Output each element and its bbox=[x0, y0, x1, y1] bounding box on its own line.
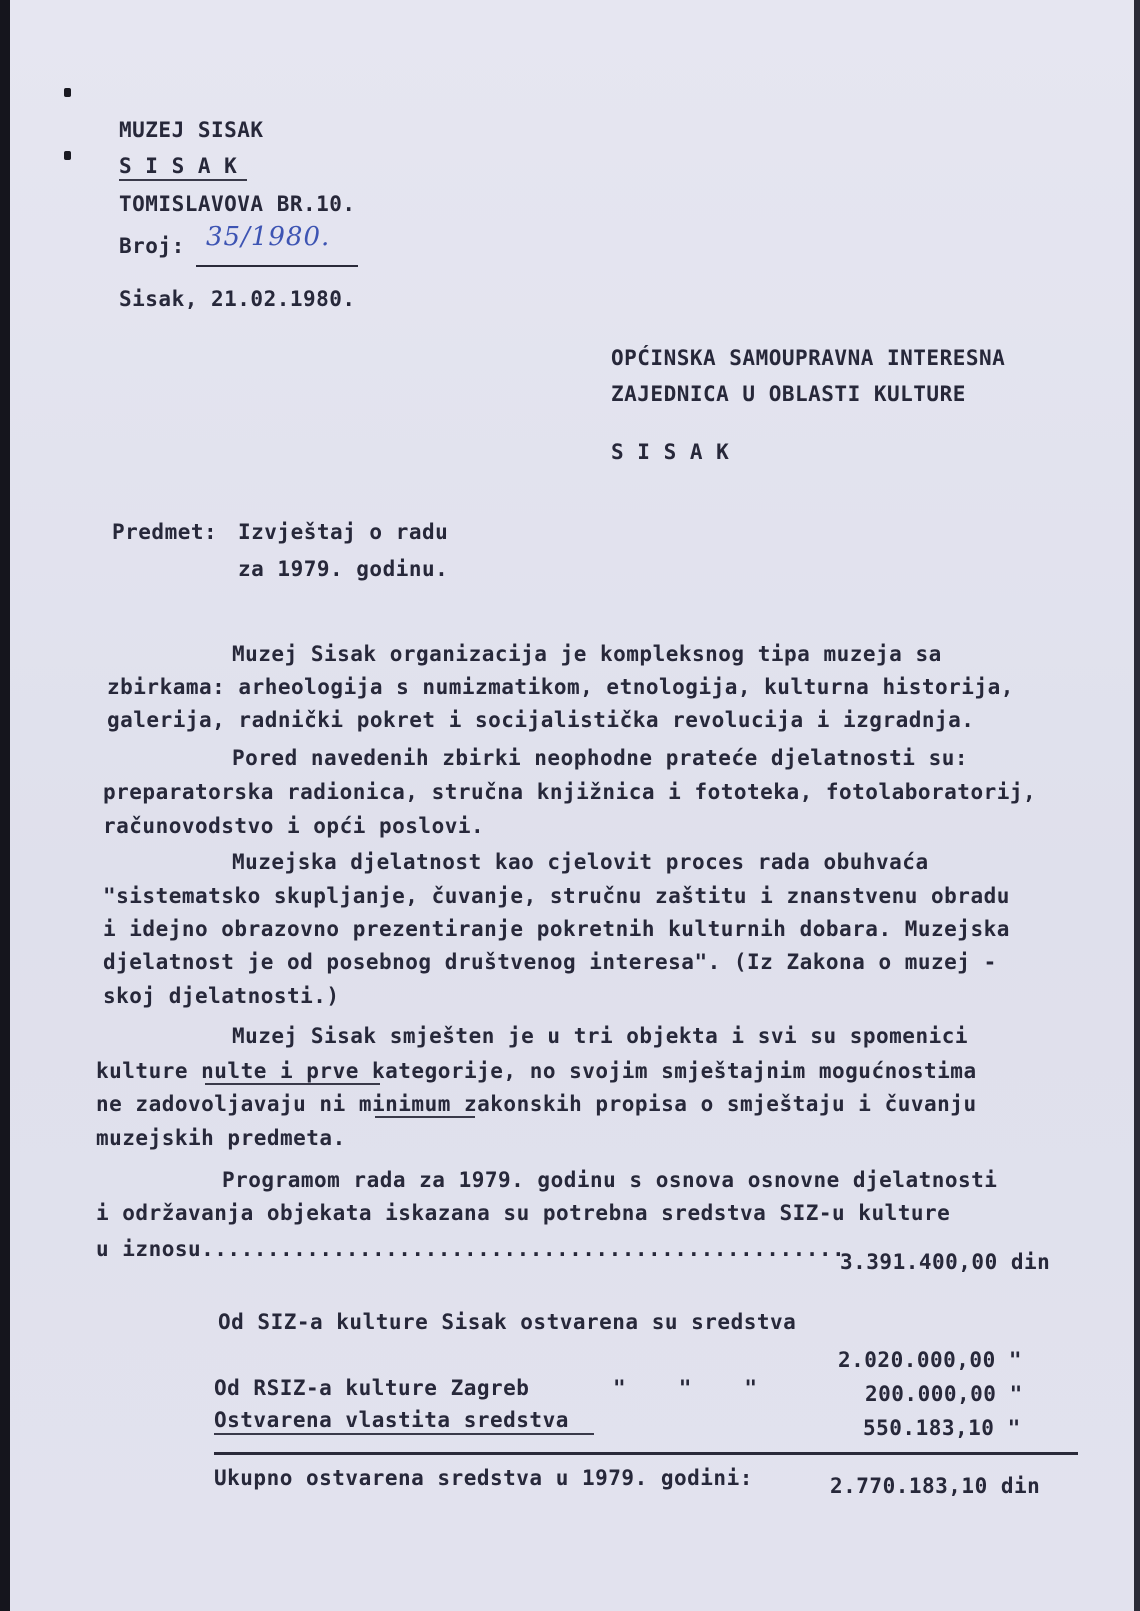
required-amount: 3.391.400,00 din bbox=[840, 1250, 1051, 1274]
underline-minimum bbox=[375, 1116, 475, 1118]
subject-line-1: Izvještaj o radu bbox=[238, 520, 449, 544]
reference-label: Broj: bbox=[119, 234, 185, 258]
subject-line-2: za 1979. godinu. bbox=[238, 557, 449, 581]
place-date: Sisak, 21.02.1980. bbox=[119, 287, 356, 311]
sender-address: TOMISLAVOVA BR.10. bbox=[119, 192, 356, 216]
body-line: djelatnost je od posebnog društvenog interesa". (Iz Zakona o muzej - bbox=[103, 950, 997, 974]
own-funds-underline bbox=[214, 1433, 594, 1435]
reference-underline bbox=[196, 265, 358, 267]
sender-city: S I S A K bbox=[119, 154, 238, 178]
funding-own-amount: 550.183,10 " bbox=[863, 1416, 1021, 1440]
body-line: "sistematsko skupljanje, čuvanje, stručnu zaštitu i znanstvenu obradu bbox=[103, 884, 1010, 908]
underline-category bbox=[205, 1083, 380, 1085]
body-line: preparatorska radionica, stručna knjižnica i fototeka, fotolaboratorij, bbox=[103, 780, 1037, 804]
scan-edge-right bbox=[1134, 0, 1140, 1611]
punch-hole-bottom bbox=[64, 151, 71, 160]
body-line: kulture nulte i prve kategorije, no svojim smještajnim mogućnostima bbox=[96, 1059, 977, 1083]
body-line: Muzej Sisak smješten je u tri objekta i svi su spomenici bbox=[232, 1024, 969, 1048]
total-amount: 2.770.183,10 din bbox=[830, 1474, 1041, 1498]
body-line: zbirkama: arheologija s numizmatikom, etnologija, kulturna historija, bbox=[107, 675, 1014, 699]
funding-own-label: Ostvarena vlastita sredstva bbox=[214, 1408, 569, 1432]
scan-edge-left bbox=[0, 0, 10, 1611]
body-line: skoj djelatnosti.) bbox=[103, 984, 340, 1008]
body-line: Programom rada za 1979. godinu s osnova osnovne djelatnosti bbox=[222, 1168, 998, 1192]
sender-org: MUZEJ SISAK bbox=[119, 118, 264, 142]
recipient-city: S I S A K bbox=[611, 440, 730, 464]
body-line: muzejskih predmeta. bbox=[96, 1126, 346, 1150]
total-separator-line bbox=[214, 1452, 1078, 1455]
body-line: Pored navedenih zbirki neophodne prateće djelatnosti su: bbox=[232, 746, 969, 770]
body-line: Muzejska djelatnost kao cjelovit proces rada obuhvaća bbox=[232, 850, 929, 874]
body-line: računovodstvo i opći poslovi. bbox=[103, 814, 485, 838]
required-label: u iznosu................................................. bbox=[96, 1237, 846, 1261]
sender-city-underline bbox=[119, 179, 247, 181]
body-line: galerija, radnički pokret i socijalistička revolucija i izgradnja. bbox=[107, 708, 975, 732]
subject-label: Predmet: bbox=[112, 520, 218, 544]
funding-siz-amount: 2.020.000,00 " bbox=[838, 1348, 1023, 1372]
total-label: Ukupno ostvarena sredstva u 1979. godini: bbox=[214, 1466, 753, 1490]
funding-rsiz-ditto: " " " bbox=[613, 1376, 758, 1400]
funding-rsiz-amount: 200.000,00 " bbox=[865, 1382, 1023, 1406]
punch-hole-top bbox=[64, 88, 71, 97]
body-line: i održavanja objekata iskazana su potrebna sredstva SIZ-u kulture bbox=[96, 1201, 951, 1225]
funding-rsiz-label: Od RSIZ-a kulture Zagreb bbox=[214, 1376, 530, 1400]
recipient-line-1: OPĆINSKA SAMOUPRAVNA INTERESNA bbox=[611, 346, 1006, 370]
body-line: i idejno obrazovno prezentiranje pokretnih kulturnih dobara. Muzejska bbox=[103, 917, 1010, 941]
body-line: Muzej Sisak organizacija je kompleksnog tipa muzeja sa bbox=[232, 642, 942, 666]
body-line: ne zadovoljavaju ni minimum zakonskih propisa o smještaju i čuvanju bbox=[96, 1092, 977, 1116]
recipient-line-2: ZAJEDNICA U OBLASTI KULTURE bbox=[611, 382, 966, 406]
funding-siz-label: Od SIZ-a kulture Sisak ostvarena su sredstva bbox=[218, 1310, 797, 1334]
reference-number-handwritten: 35/1980. bbox=[206, 222, 331, 252]
